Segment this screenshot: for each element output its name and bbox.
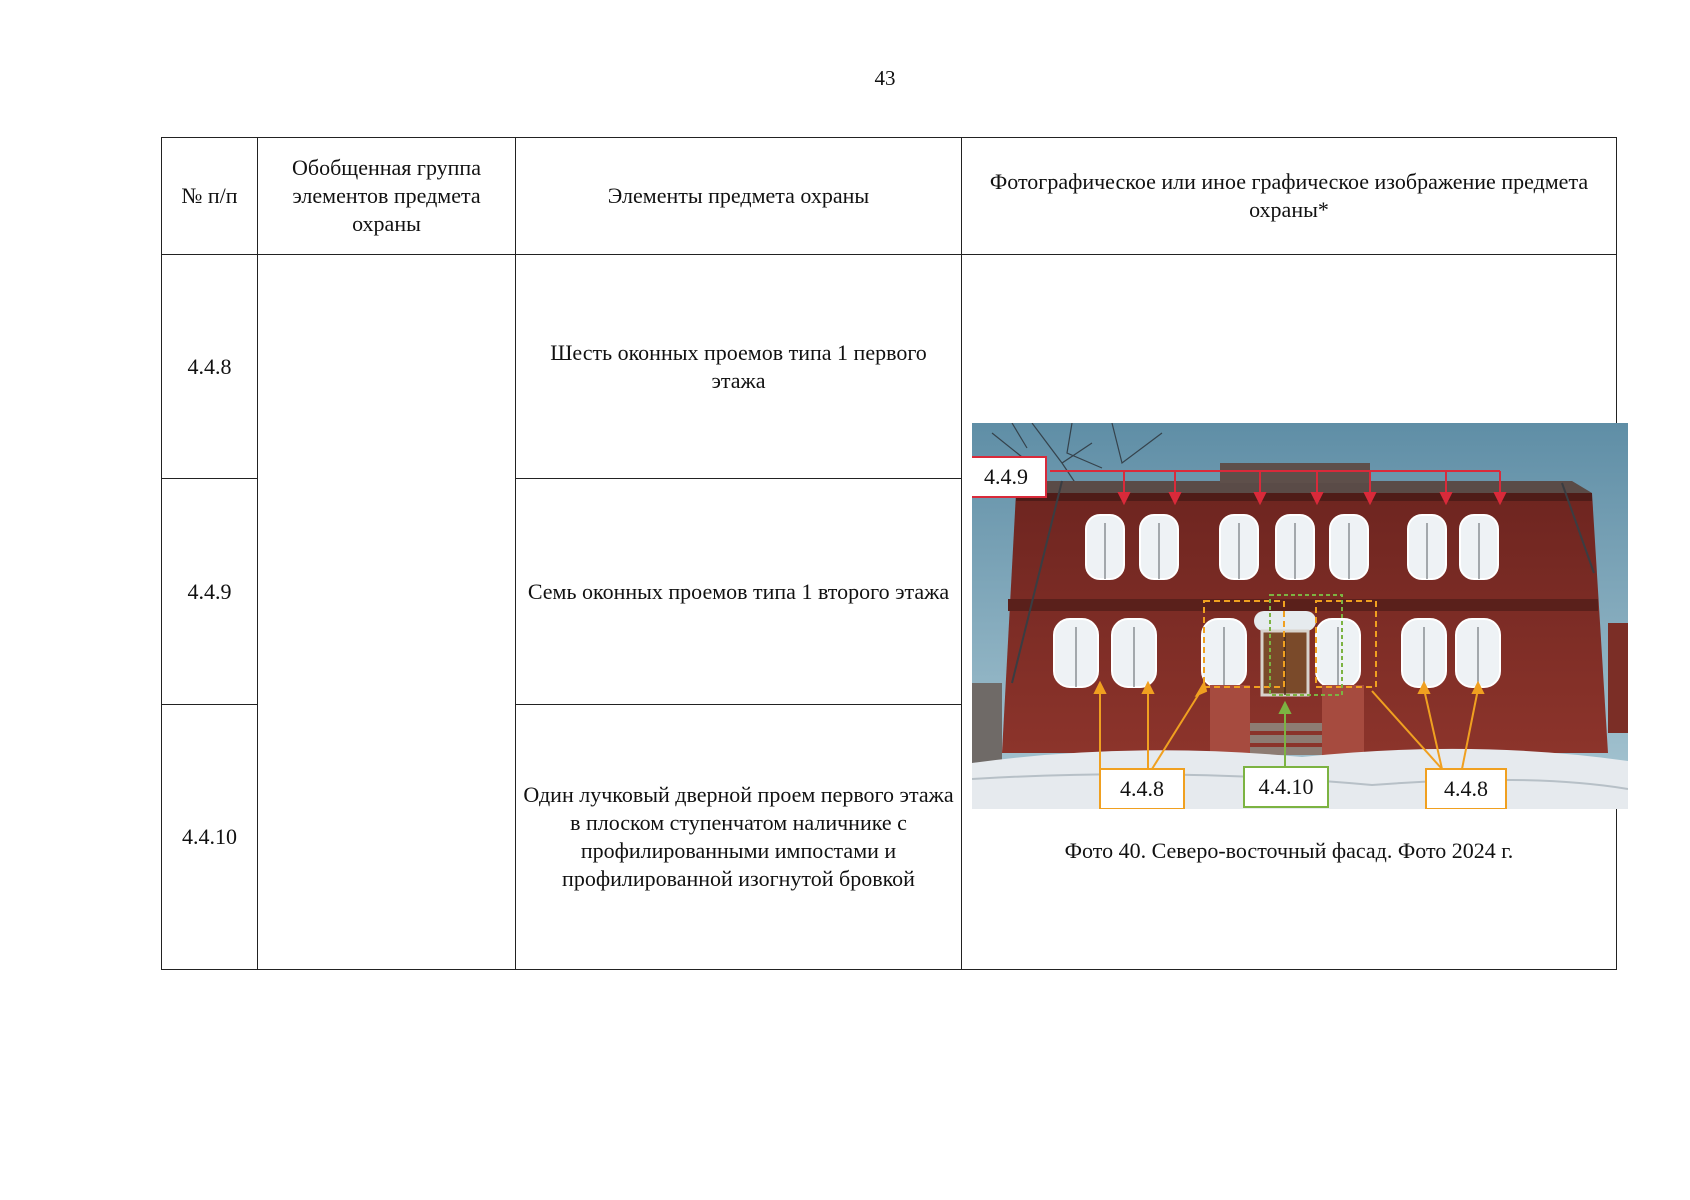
row-element: Шесть оконных проемов типа 1 первого этажа: [516, 255, 962, 479]
page-number: 43: [874, 66, 896, 90]
header-number: № п/п: [162, 138, 258, 255]
header-image: Фотографическое или иное графическое изображение предмета охраны*: [962, 138, 1617, 255]
callout-4-4-8-left: 4.4.8: [1120, 776, 1164, 802]
row-element: Один лучковый дверной проем первого этажа в плоском ступенчатом наличнике с профилированными импостами и профилированной изогнутой бровкой: [516, 705, 962, 970]
upper-windows: [1086, 515, 1498, 579]
row-number: 4.4.8: [162, 255, 258, 479]
row-number: 4.4.10: [162, 705, 258, 970]
row-element: Семь оконных проемов типа 1 второго этажа: [516, 478, 962, 705]
group-cell: [258, 255, 516, 970]
facade-photo: [972, 423, 1628, 809]
table-header-row: [162, 138, 1617, 255]
photo-cell: [962, 255, 1617, 970]
table-row: [162, 255, 1617, 479]
row-number: 4.4.9: [162, 478, 258, 705]
photo-caption: Фото 40. Северо-восточный фасад. Фото 2024 г.: [1064, 838, 1514, 864]
protection-table: [161, 137, 1617, 970]
callout-4-4-9: 4.4.9: [984, 464, 1028, 490]
header-elements: Элементы предмета охраны: [516, 138, 962, 255]
header-group: Обобщенная группа элементов предмета охраны: [258, 138, 516, 255]
callout-4-4-8-right: 4.4.8: [1444, 776, 1488, 802]
callout-4-4-10: 4.4.10: [1258, 774, 1314, 800]
